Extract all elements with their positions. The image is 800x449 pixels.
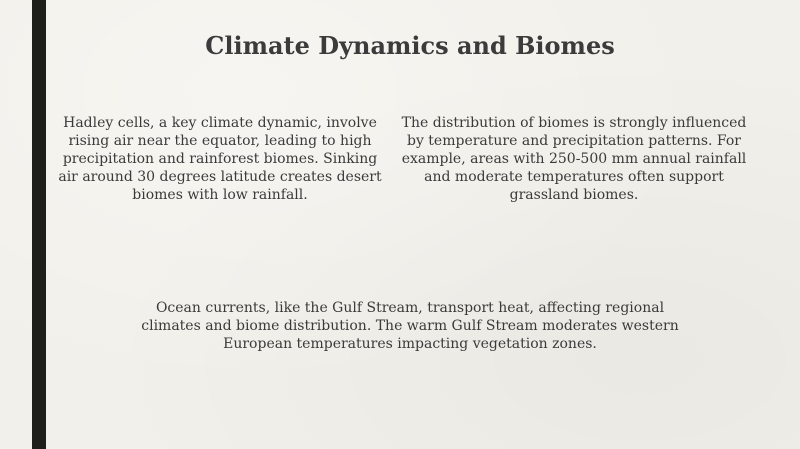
hadley-cells-paragraph: Hadley cells, a key climate dynamic, involve rising air near the equator, leading to high precipitation and rainforest biomes. Sinking air around 30 degrees latitude creates desert biomes with low rainfall. [58,115,382,203]
biome-distribution-paragraph: The distribution of biomes is strongly influenced by temperature and precipitation patterns. For example, areas with 250-500 mm annual rainfall and moderate temperatures often support grassland biomes. [401,115,747,203]
ocean-currents-paragraph: Ocean currents, like the Gulf Stream, transport heat, affecting regional climates and biome distribution. The warm Gulf Stream moderates western European temperatures impacting vegetation zones. [141,300,679,352]
accent-bar [32,0,46,449]
slide-title: Climate Dynamics and Biomes [205,31,615,60]
